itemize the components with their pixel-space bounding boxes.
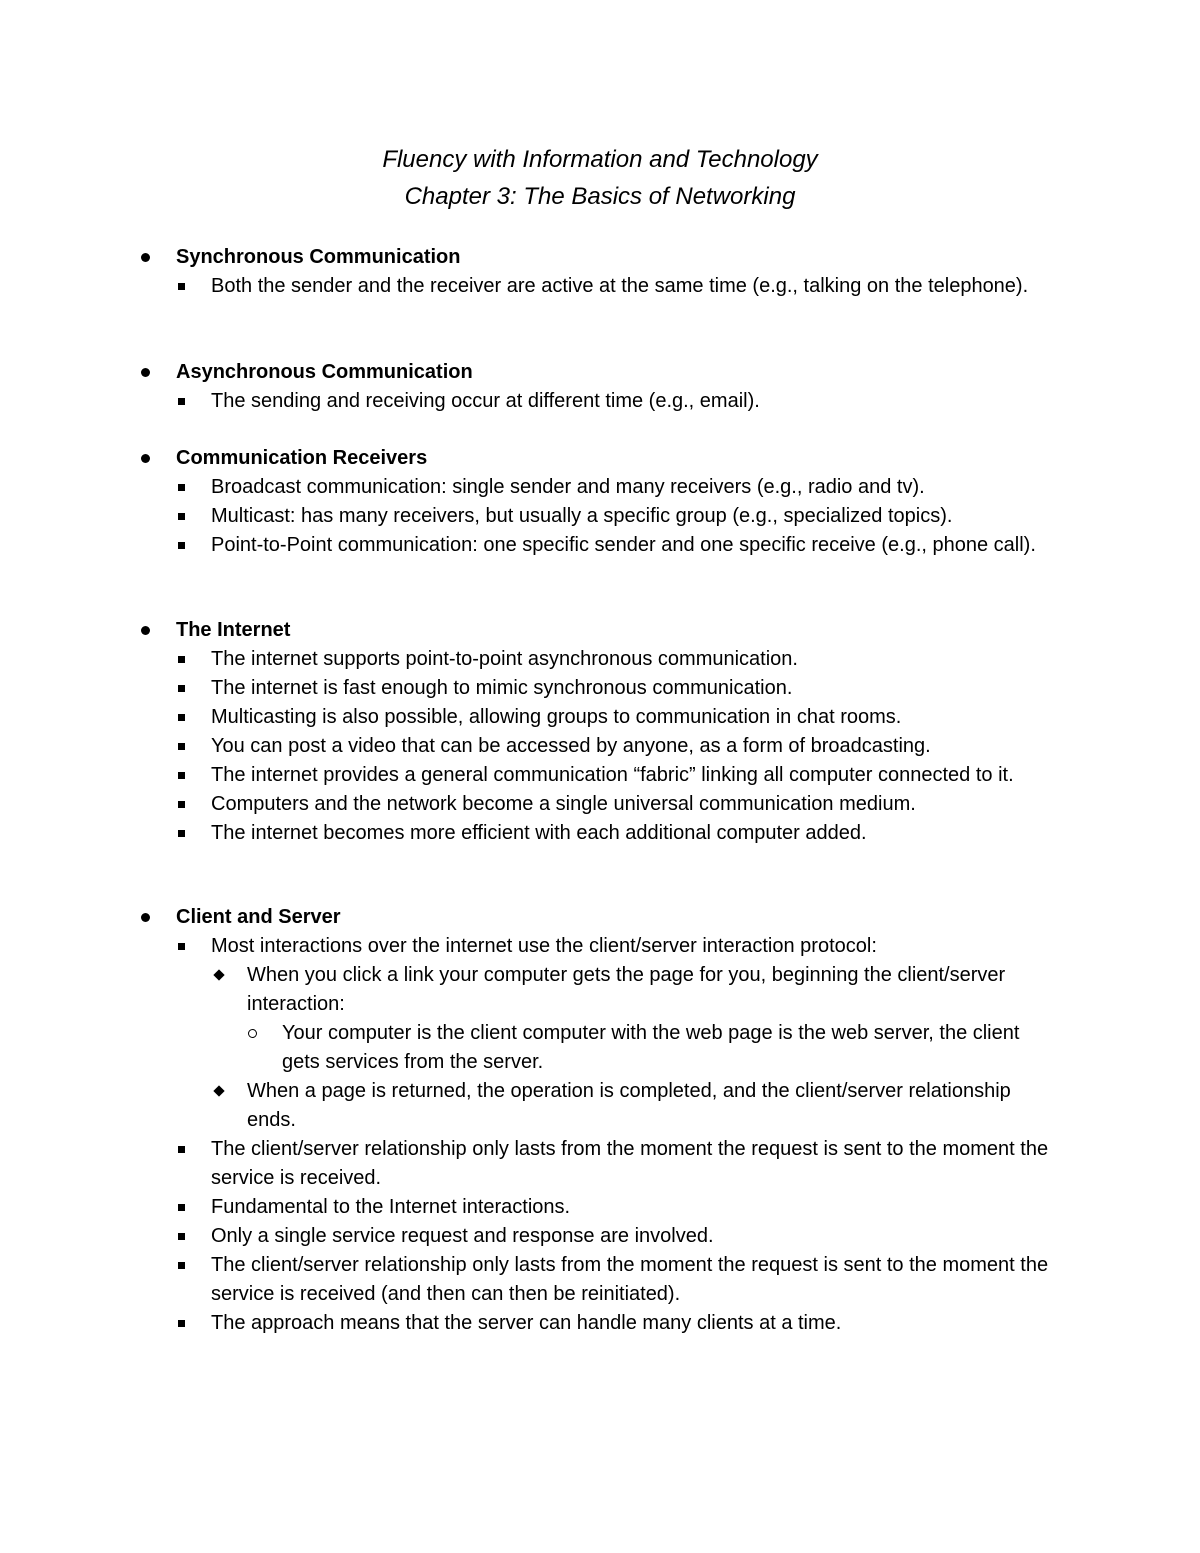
bullet-square-icon	[178, 943, 185, 950]
list-item: Computers and the network become a single universal communication medium.	[0, 790, 1200, 819]
section-heading: Communication Receivers	[0, 444, 1200, 473]
bullet-square-icon	[178, 743, 185, 750]
section-the-internet	[0, 616, 1200, 848]
document-title: Fluency with Information and Technology	[382, 146, 818, 173]
bullet-dot-icon	[141, 626, 150, 635]
list-item: When a page is returned, the operation is completed, and the client/server relationship ends.	[0, 1077, 1200, 1135]
list-item: The client/server relationship only lasts from the moment the request is sent to the moment the service is received.	[0, 1135, 1200, 1193]
bullet-dot-icon	[141, 368, 150, 377]
section-heading: The Internet	[0, 616, 1200, 645]
bullet-square-icon	[178, 1204, 185, 1211]
section-asynchronous	[0, 358, 1200, 416]
bullet-square-icon	[178, 1262, 185, 1269]
list-item: You can post a video that can be accessed by anyone, as a form of broadcasting.	[0, 732, 1200, 761]
chapter-title: Chapter 3: The Basics of Networking	[404, 183, 796, 210]
bullet-square-icon	[178, 772, 185, 779]
list-item: Multicasting is also possible, allowing groups to communication in chat rooms.	[0, 703, 1200, 732]
list-item: Point-to-Point communication: one specific sender and one specific receive (e.g., phone call).	[0, 531, 1200, 560]
list-item: Only a single service request and response are involved.	[0, 1222, 1200, 1251]
bullet-square-icon	[178, 656, 185, 663]
section-communication-receivers	[0, 444, 1200, 560]
section-heading: Client and Server	[0, 903, 1200, 932]
bullet-square-icon	[178, 1320, 185, 1327]
list-item: Fundamental to the Internet interactions.	[0, 1193, 1200, 1222]
bullet-diamond-icon	[213, 969, 224, 980]
list-item: Your computer is the client computer with the web page is the web server, the client gets services from the server.	[0, 1019, 1200, 1077]
list-item: When you click a link your computer gets the page for you, beginning the client/server interaction:	[0, 961, 1200, 1019]
bullet-square-icon	[178, 542, 185, 549]
bullet-dot-icon	[141, 253, 150, 262]
bullet-square-icon	[178, 283, 185, 290]
bullet-square-icon	[178, 1233, 185, 1240]
bullet-square-icon	[178, 830, 185, 837]
bullet-dot-icon	[141, 913, 150, 922]
bullet-circle-icon	[248, 1029, 257, 1038]
bullet-square-icon	[178, 714, 185, 721]
bullet-square-icon	[178, 513, 185, 520]
bullet-diamond-icon	[213, 1085, 224, 1096]
section-synchronous	[0, 243, 1200, 301]
list-item: Multicast: has many receivers, but usually a specific group (e.g., specialized topics).	[0, 502, 1200, 531]
section-heading: Asynchronous Communication	[0, 358, 1200, 387]
bullet-square-icon	[178, 1146, 185, 1153]
bullet-dot-icon	[141, 454, 150, 463]
section-heading: Synchronous Communication	[0, 243, 1200, 272]
list-item: The internet becomes more efficient with each additional computer added.	[0, 819, 1200, 848]
list-item: The client/server relationship only lasts from the moment the request is sent to the moment the service is received (and then can then be reinitiated).	[0, 1251, 1200, 1309]
section-client-and-server	[0, 903, 1200, 1338]
list-item: The internet supports point-to-point asynchronous communication.	[0, 645, 1200, 674]
list-item: The approach means that the server can handle many clients at a time.	[0, 1309, 1200, 1338]
list-item: Broadcast communication: single sender and many receivers (e.g., radio and tv).	[0, 473, 1200, 502]
list-item: The internet is fast enough to mimic synchronous communication.	[0, 674, 1200, 703]
bullet-square-icon	[178, 484, 185, 491]
list-item: The sending and receiving occur at different time (e.g., email).	[0, 387, 1200, 416]
bullet-square-icon	[178, 398, 185, 405]
bullet-square-icon	[178, 801, 185, 808]
list-item: The internet provides a general communication “fabric” linking all computer connected to it.	[0, 761, 1200, 790]
list-item: Both the sender and the receiver are active at the same time (e.g., talking on the telephone).	[0, 272, 1200, 301]
list-item: Most interactions over the internet use the client/server interaction protocol:	[0, 932, 1200, 961]
bullet-square-icon	[178, 685, 185, 692]
